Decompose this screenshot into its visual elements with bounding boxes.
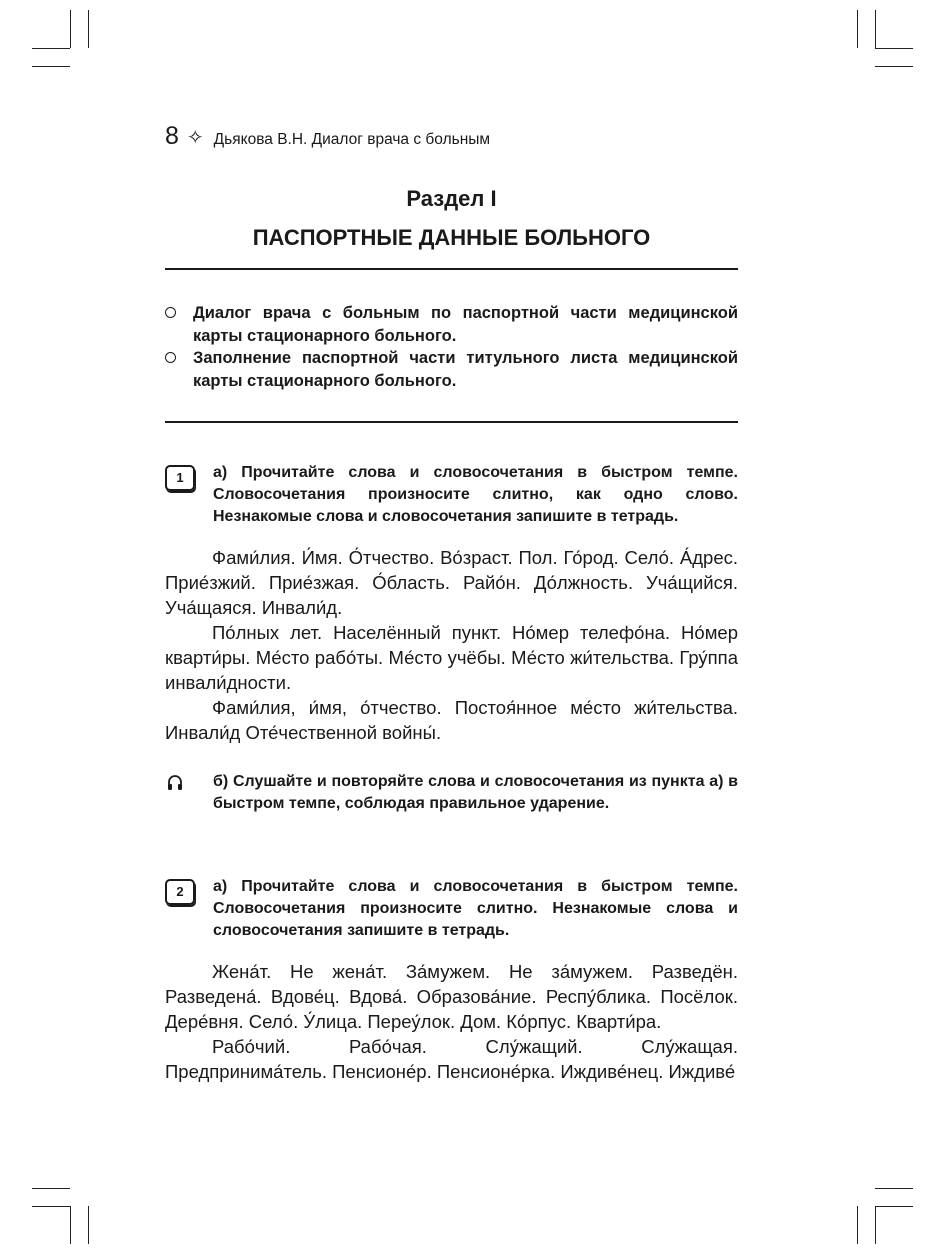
task-instruction: а) Прочитайте слова и словосочетания в быстром темпе. Словосочетания произносите слитно. Незнакомые слова и словосочетания запишите в тетрадь. (213, 878, 738, 939)
circle-bullet-icon (165, 307, 176, 318)
running-header (165, 122, 490, 151)
objective-item (165, 302, 738, 347)
listening-instruction: б) Слушайте и повторяйте слова и словосочетания из пункта а) в быстром темпе, соблюдая правильное ударение. (213, 773, 738, 812)
page-number: 8 (165, 122, 179, 150)
crop-mark (875, 1206, 913, 1207)
crop-mark (88, 1206, 89, 1244)
crop-mark (70, 1206, 71, 1244)
task-1 (165, 462, 738, 745)
paragraph: Фами́лия. И́мя. О́тчество. Во́зраст. Пол. Го́род. Село́. А́дрес. Прие́зжий. Прие́зжая. О́бласть. Райо́н. До́лжность. Уча́щийся. Уча́щаяся. Инвали́д. (165, 547, 738, 618)
crop-mark (875, 10, 876, 48)
paragraph: Рабо́чий. Рабо́чая. Слу́жащий. Слу́жащая. Предпринима́тель. Пенсионе́р. Пенсионе́рка. Иждиве́нец. Иждиве́ (165, 1036, 738, 1082)
crop-mark (857, 10, 858, 48)
objective-text: Заполнение паспортной части титульного листа медицинской карты стационарного больного. (193, 349, 738, 390)
crop-mark (875, 48, 913, 49)
objectives-list (165, 302, 738, 392)
crop-mark (32, 1188, 70, 1189)
objective-item (165, 347, 738, 392)
task-2 (165, 876, 738, 1084)
circle-bullet-icon (165, 352, 176, 363)
crop-mark (70, 10, 71, 48)
crop-mark (88, 10, 89, 48)
crop-mark (875, 1206, 876, 1244)
objective-text: Диалог врача с больным по паспортной части медицинской карты стационарного больного. (193, 304, 738, 345)
divider (165, 268, 738, 270)
star-icon: ✧ (186, 127, 204, 149)
divider (165, 421, 738, 423)
crop-mark (875, 66, 913, 67)
task-number-badge: 2 (165, 879, 195, 905)
paragraph: Фами́лия, и́мя, о́тчество. Постоя́нное ме́сто жи́тельства. Инвали́д Оте́чественной войны́. (165, 697, 738, 743)
crop-mark (32, 66, 70, 67)
task-instruction: а) Прочитайте слова и словосочетания в быстром темпе. Словосочетания произносите слитно, как одно слово. Незнакомые слова и словосочетания запишите в тетрадь. (213, 464, 738, 525)
task-body (165, 545, 738, 745)
paragraph: Жена́т. Не жена́т. За́мужем. Не за́мужем. Разведён. Разведена́. Вдове́ц. Вдова́. Образова́ние. Респу́блика. Посёлок. Дере́вня. Село́. У́лица. Переу́лок. Дом. Ко́рпус. Кварти́ра. (165, 961, 738, 1032)
crop-mark (857, 1206, 858, 1244)
crop-mark (32, 1206, 70, 1207)
running-title: Дьякова В.Н. Диалог врача с больным (213, 131, 491, 148)
crop-mark (32, 48, 70, 49)
crop-mark (875, 1188, 913, 1189)
section-title: ПАСПОРТНЫЕ ДАННЫЕ БОЛЬНОГО (252, 225, 651, 250)
task-body (165, 959, 738, 1084)
listening-exercise (165, 771, 738, 815)
task-number-badge: 1 (165, 465, 195, 491)
paragraph: По́лных лет. Населённый пункт. Но́мер телефо́на. Но́мер кварти́ры. Ме́сто рабо́ты. Ме́сто учёбы. Ме́сто жи́тельства. Гру́ппа инвали́дности. (165, 622, 738, 693)
headphones-icon (165, 773, 185, 793)
section-label: Раздел I (406, 186, 497, 211)
